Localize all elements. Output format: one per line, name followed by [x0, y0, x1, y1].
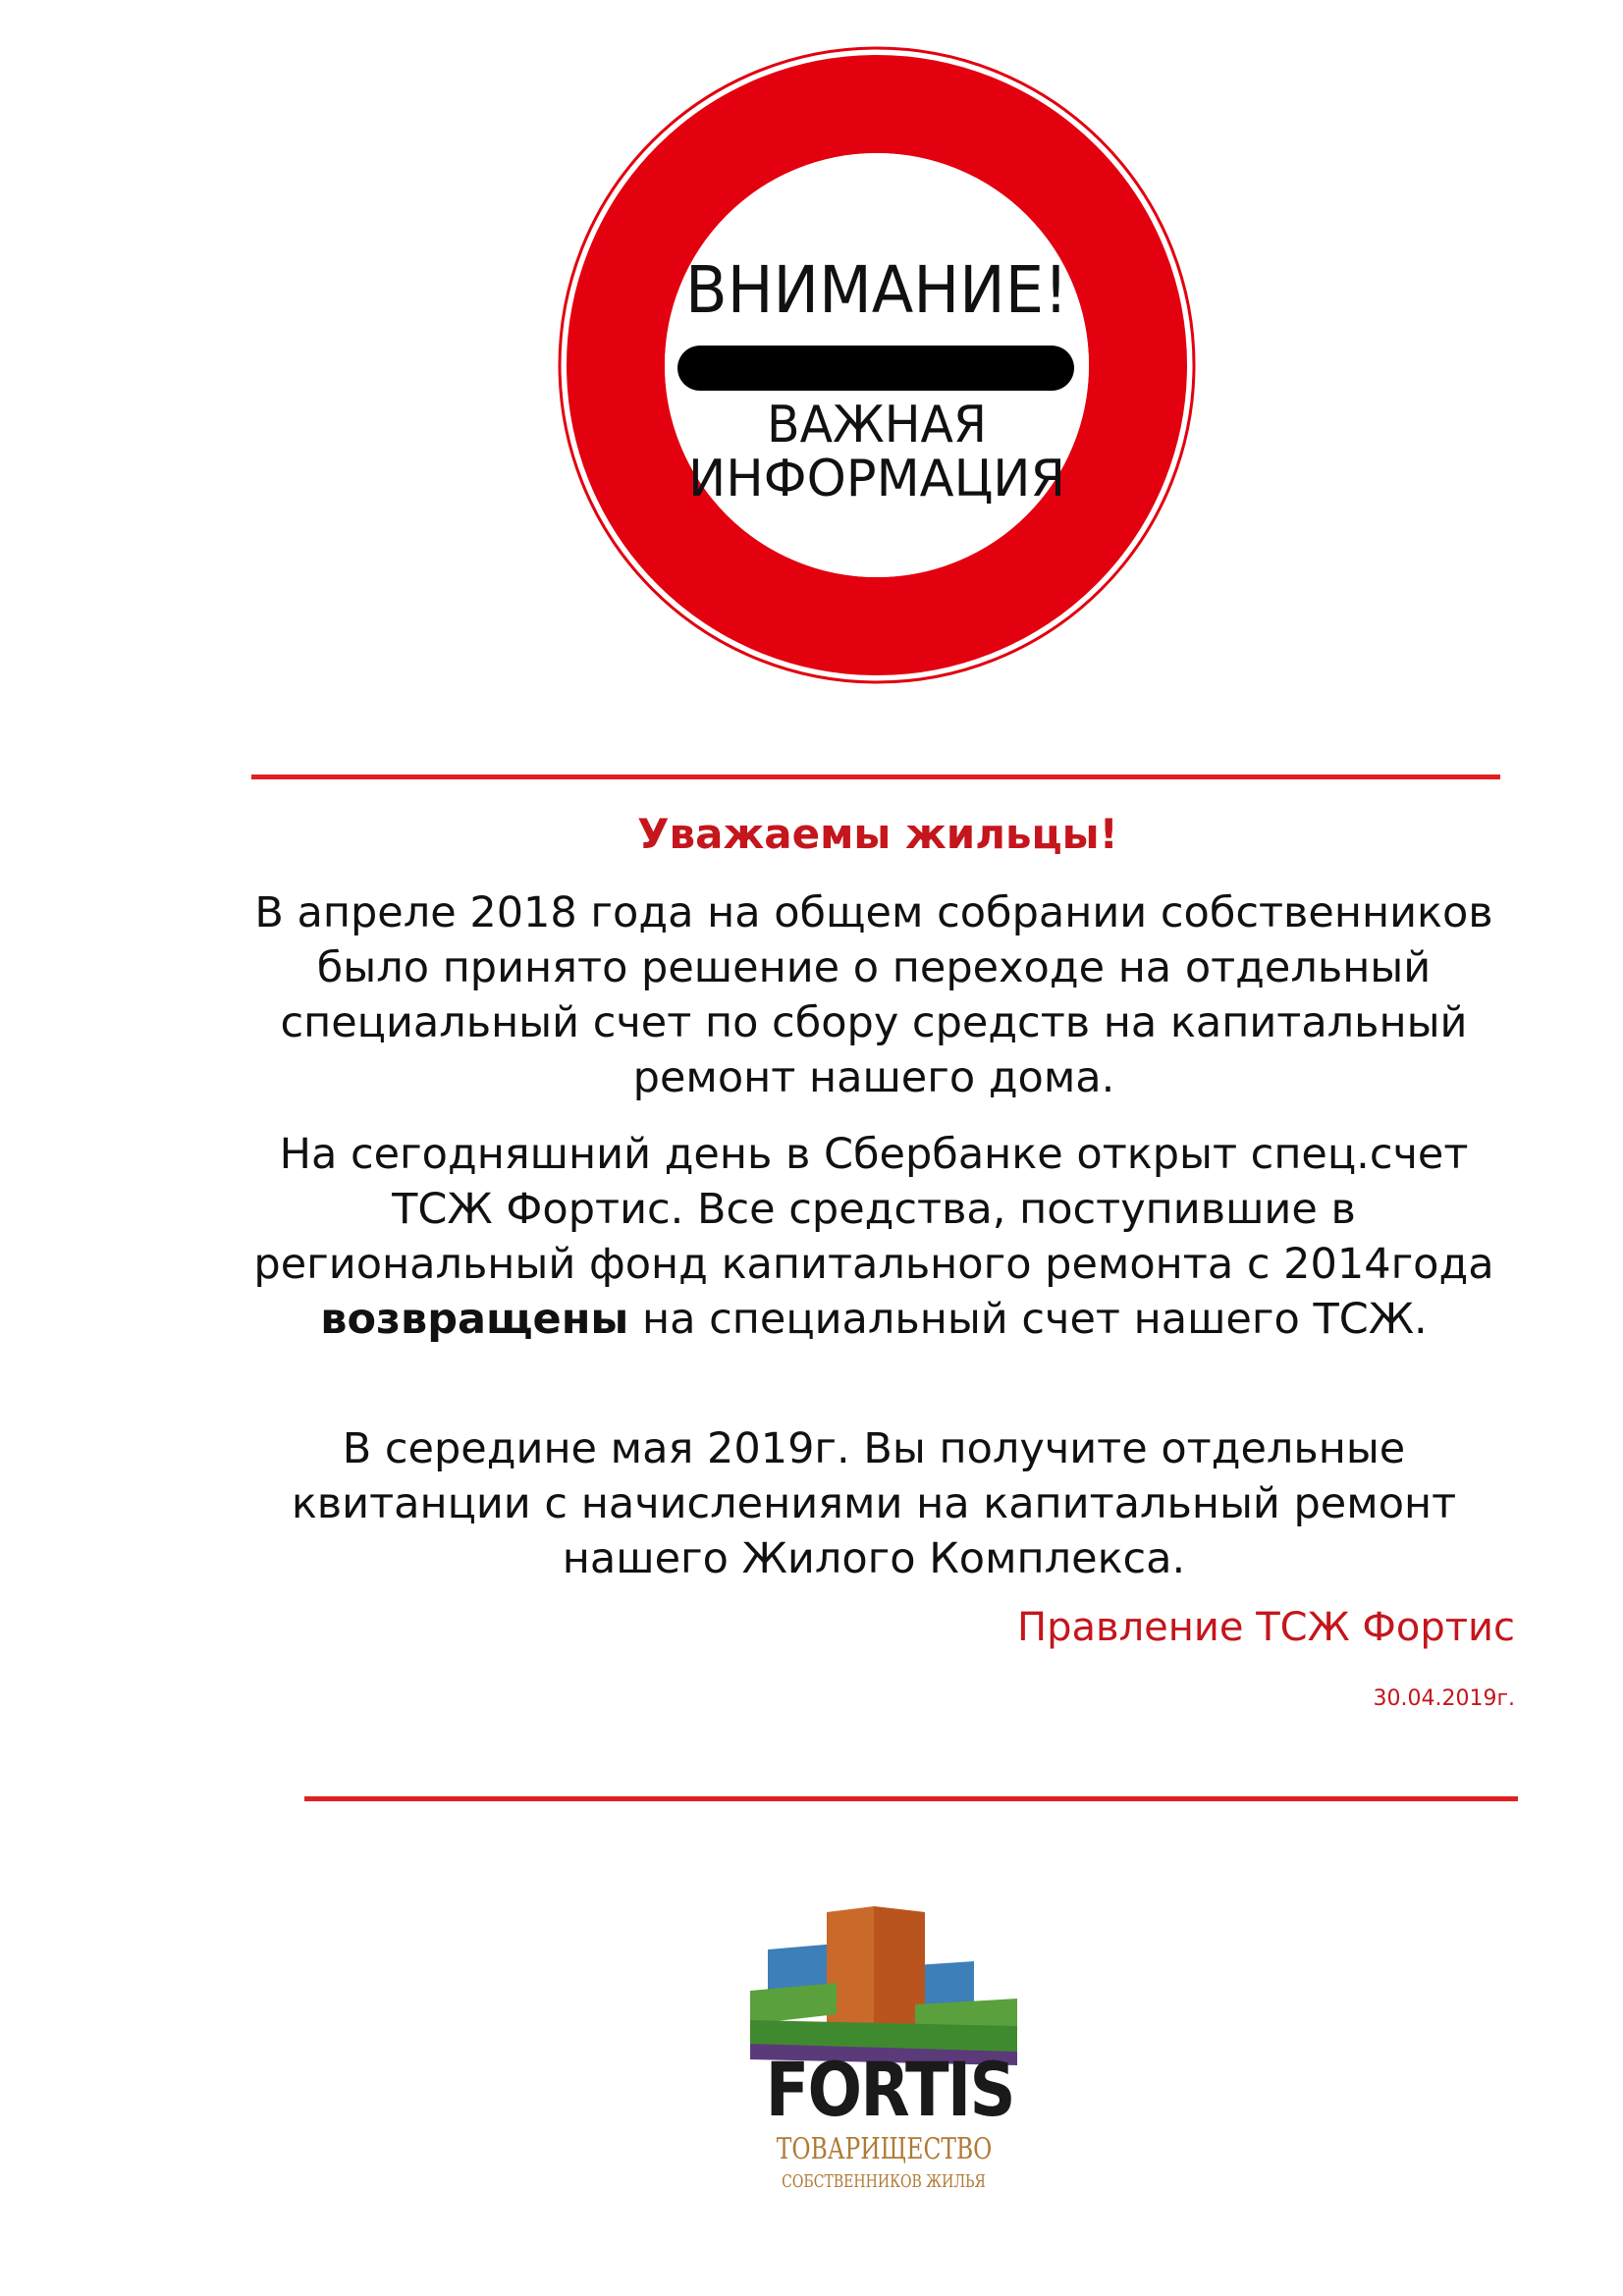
- building-logo-icon: [746, 1904, 1021, 2066]
- paragraph-2-bold-word: возвращены: [320, 1295, 629, 1344]
- greeting-heading: Уважаемы жильцы!: [637, 810, 1118, 858]
- sign-black-bar: [677, 346, 1074, 391]
- paragraph-1: В апреле 2018 года на общем собрании собственников было принято решение о переходе на отдельный специальный счет по сбору средств на капитальный ремонт нашего дома.: [254, 888, 1493, 1102]
- notice-date: 30.04.2019г.: [1373, 1686, 1515, 1711]
- bottom-divider: [304, 1796, 1518, 1801]
- logo-subtitle-1: ТОВАРИЩЕСТВО: [776, 2132, 993, 2166]
- sign-subtitle-line1: ВАЖНАЯ: [767, 396, 987, 454]
- warning-sign: [0, 0, 1623, 707]
- paragraph-2-text-before: На сегодняшний день в Сбербанке открыт спец.счет ТСЖ Фортис. Все средства, поступившие в региональный фонд капитального ремонта с 2014года: [253, 1130, 1494, 1289]
- logo-green-band-left: [750, 1983, 837, 2024]
- paragraph-2-text-after: на специальный счет нашего ТСЖ.: [628, 1295, 1428, 1344]
- paragraph-2: [236, 1127, 1512, 1347]
- logo-wordmark: FORTIS: [765, 2046, 1014, 2133]
- fortis-logo: [746, 1904, 1021, 2209]
- logo-subtitle-2: СОБСТВЕННИКОВ ЖИЛЬЯ: [782, 2171, 986, 2192]
- top-divider: [251, 774, 1500, 779]
- signature: Правление ТСЖ Фортис: [1017, 1605, 1515, 1650]
- sign-title: ВНИМАНИЕ!: [685, 252, 1068, 328]
- paragraph-3: В середине мая 2019г. Вы получите отдельные квитанции с начислениями на капитальный ремонт нашего Жилого Комплекса.: [291, 1424, 1457, 1583]
- sign-subtitle-line2: ИНФОРМАЦИЯ: [688, 450, 1065, 508]
